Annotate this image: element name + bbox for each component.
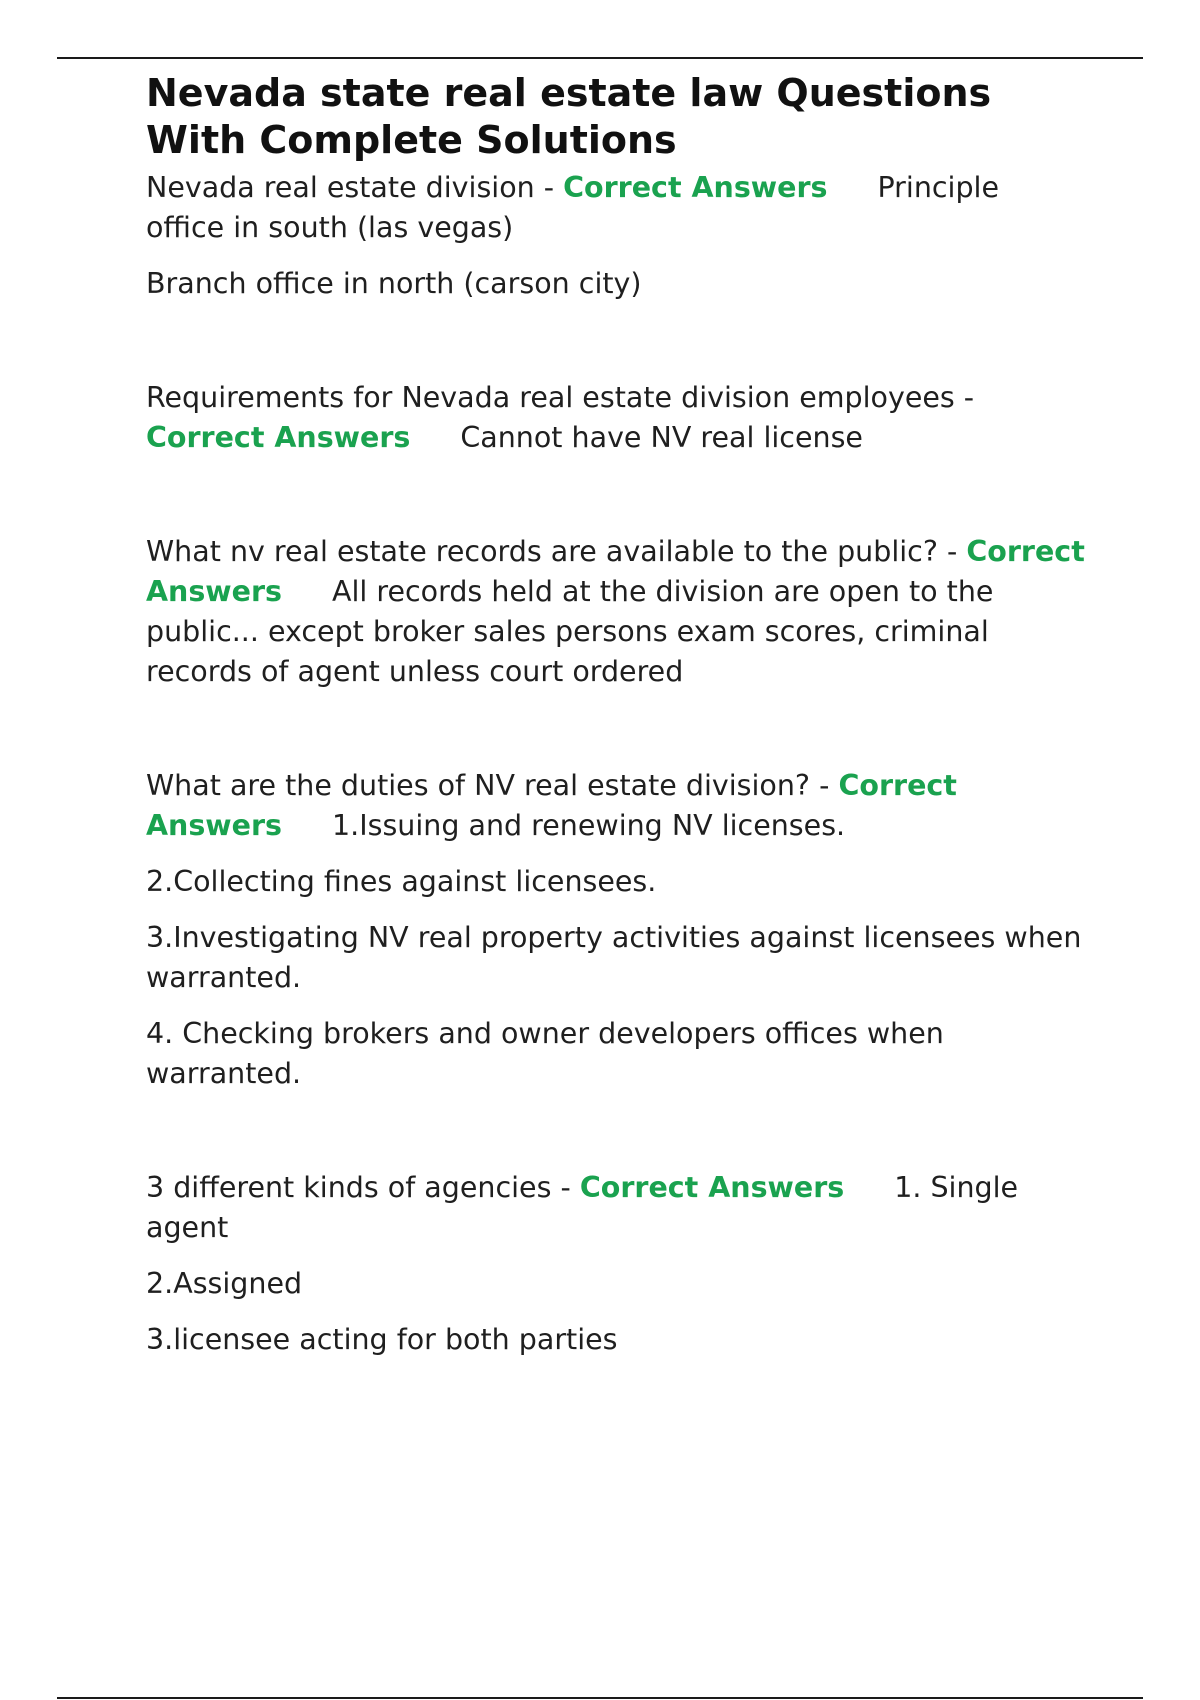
answer-line: Branch office in north (carson city): [146, 267, 642, 300]
qa-item: [146, 168, 1086, 304]
document-title: Nevada state real estate law Questions With Complete Solutions: [146, 71, 992, 162]
qa-item: [146, 532, 1086, 692]
question-text: What nv real estate records are available to the public? -: [146, 535, 967, 568]
document-body: [146, 70, 1086, 1376]
answer-line: 2.Collecting fines against licensees.: [146, 865, 657, 898]
correct-answers-label: Correct Answers: [563, 171, 828, 204]
qa-item: [146, 766, 1086, 1094]
answer-text: Cannot have NV real license: [460, 421, 863, 454]
qa-question-line: [146, 168, 1086, 248]
qa-question-line: [146, 378, 1086, 458]
correct-answers-label: Correct Answers: [146, 535, 1085, 608]
qa-question-line: [146, 532, 1086, 692]
answer-line: 3.Investigating NV real property activities against licensees when warranted.: [146, 921, 1082, 994]
question-text: 3 different kinds of agencies -: [146, 1171, 580, 1204]
qa-item: [146, 378, 1086, 458]
answer-text: 1. Single agent: [146, 1171, 1019, 1244]
answer-line: 3.licensee acting for both parties: [146, 1323, 618, 1356]
qa-question-line: [146, 1168, 1086, 1248]
correct-answers-label: Correct Answers: [146, 769, 957, 842]
question-text: Requirements for Nevada real estate division employees -: [146, 381, 975, 414]
bottom-rule: [57, 1697, 1143, 1699]
top-rule: [57, 57, 1143, 59]
question-text: Nevada real estate division -: [146, 171, 564, 204]
answer-text: All records held at the division are open to the public... except broker sales persons exam scores, criminal records of agent unless court ordered: [146, 575, 994, 688]
qa-question-line: [146, 766, 1086, 846]
answer-text: 1.Issuing and renewing NV licenses.: [332, 809, 846, 842]
answer-line: 2.Assigned: [146, 1267, 303, 1300]
question-text: What are the duties of NV real estate division? -: [146, 769, 839, 802]
correct-answers-label: Correct Answers: [146, 421, 411, 454]
answer-line: 4. Checking brokers and owner developers offices when warranted.: [146, 1017, 944, 1090]
qa-item: [146, 1168, 1086, 1360]
answer-text: Principle office in south (las vegas): [146, 171, 1000, 244]
correct-answers-label: Correct Answers: [579, 1171, 845, 1204]
